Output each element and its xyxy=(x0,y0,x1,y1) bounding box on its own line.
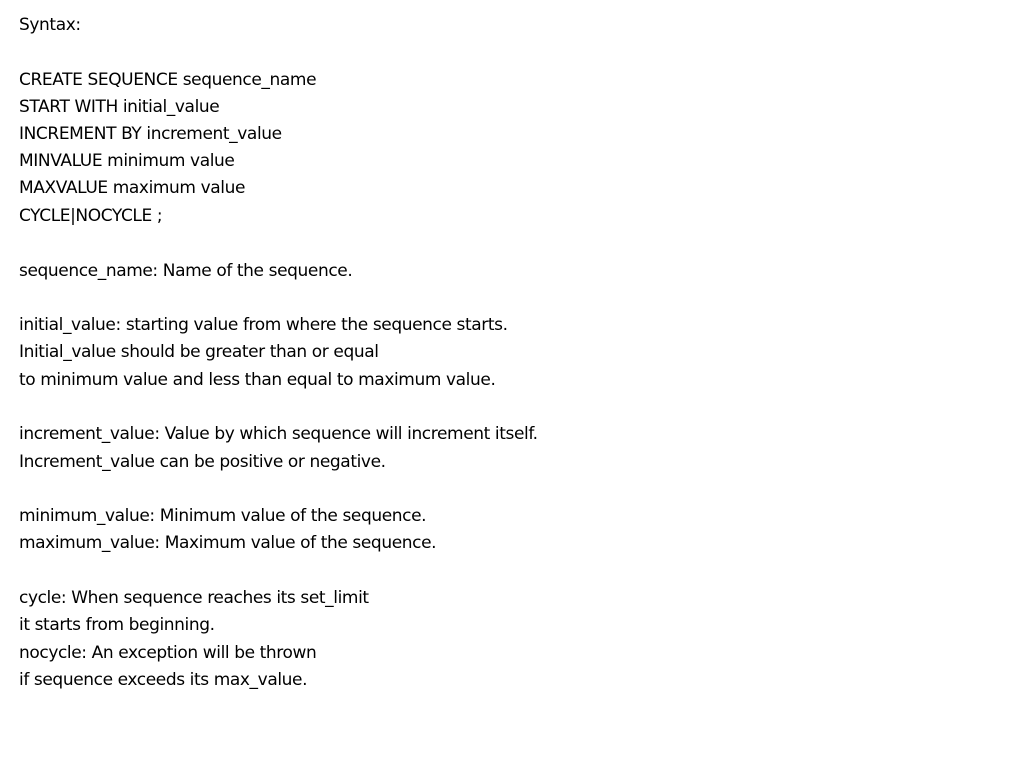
cycle-description-line: cycle: When sequence reaches its set_limit xyxy=(19,588,369,608)
increment-value-description-line: increment_value: Value by which sequence will increment itself. xyxy=(19,424,538,444)
maximum-value-description: maximum_value: Maximum value of the sequence. xyxy=(19,533,437,553)
initial-value-description-line: Initial_value should be greater than or equal xyxy=(19,342,379,362)
syntax-line-start: START WITH initial_value xyxy=(19,97,220,117)
syntax-heading: Syntax: xyxy=(19,15,81,35)
syntax-line-maxvalue: MAXVALUE maximum value xyxy=(19,178,246,198)
initial-value-description-line: initial_value: starting value from where the sequence starts. xyxy=(19,315,508,335)
minimum-value-description: minimum_value: Minimum value of the sequence. xyxy=(19,506,427,526)
increment-value-description-line: Increment_value can be positive or negative. xyxy=(19,452,386,472)
cycle-description-line: it starts from beginning. xyxy=(19,615,215,635)
syntax-line-cycle: CYCLE|NOCYCLE ; xyxy=(19,206,163,226)
nocycle-description-line: nocycle: An exception will be thrown xyxy=(19,643,317,663)
initial-value-description-line: to minimum value and less than equal to maximum value. xyxy=(19,370,496,390)
syntax-line-increment: INCREMENT BY increment_value xyxy=(19,124,282,144)
nocycle-description-line: if sequence exceeds its max_value. xyxy=(19,670,308,690)
syntax-line-minvalue: MINVALUE minimum value xyxy=(19,151,235,171)
sequence-name-description: sequence_name: Name of the sequence. xyxy=(19,261,353,281)
syntax-line-create: CREATE SEQUENCE sequence_name xyxy=(19,70,317,90)
